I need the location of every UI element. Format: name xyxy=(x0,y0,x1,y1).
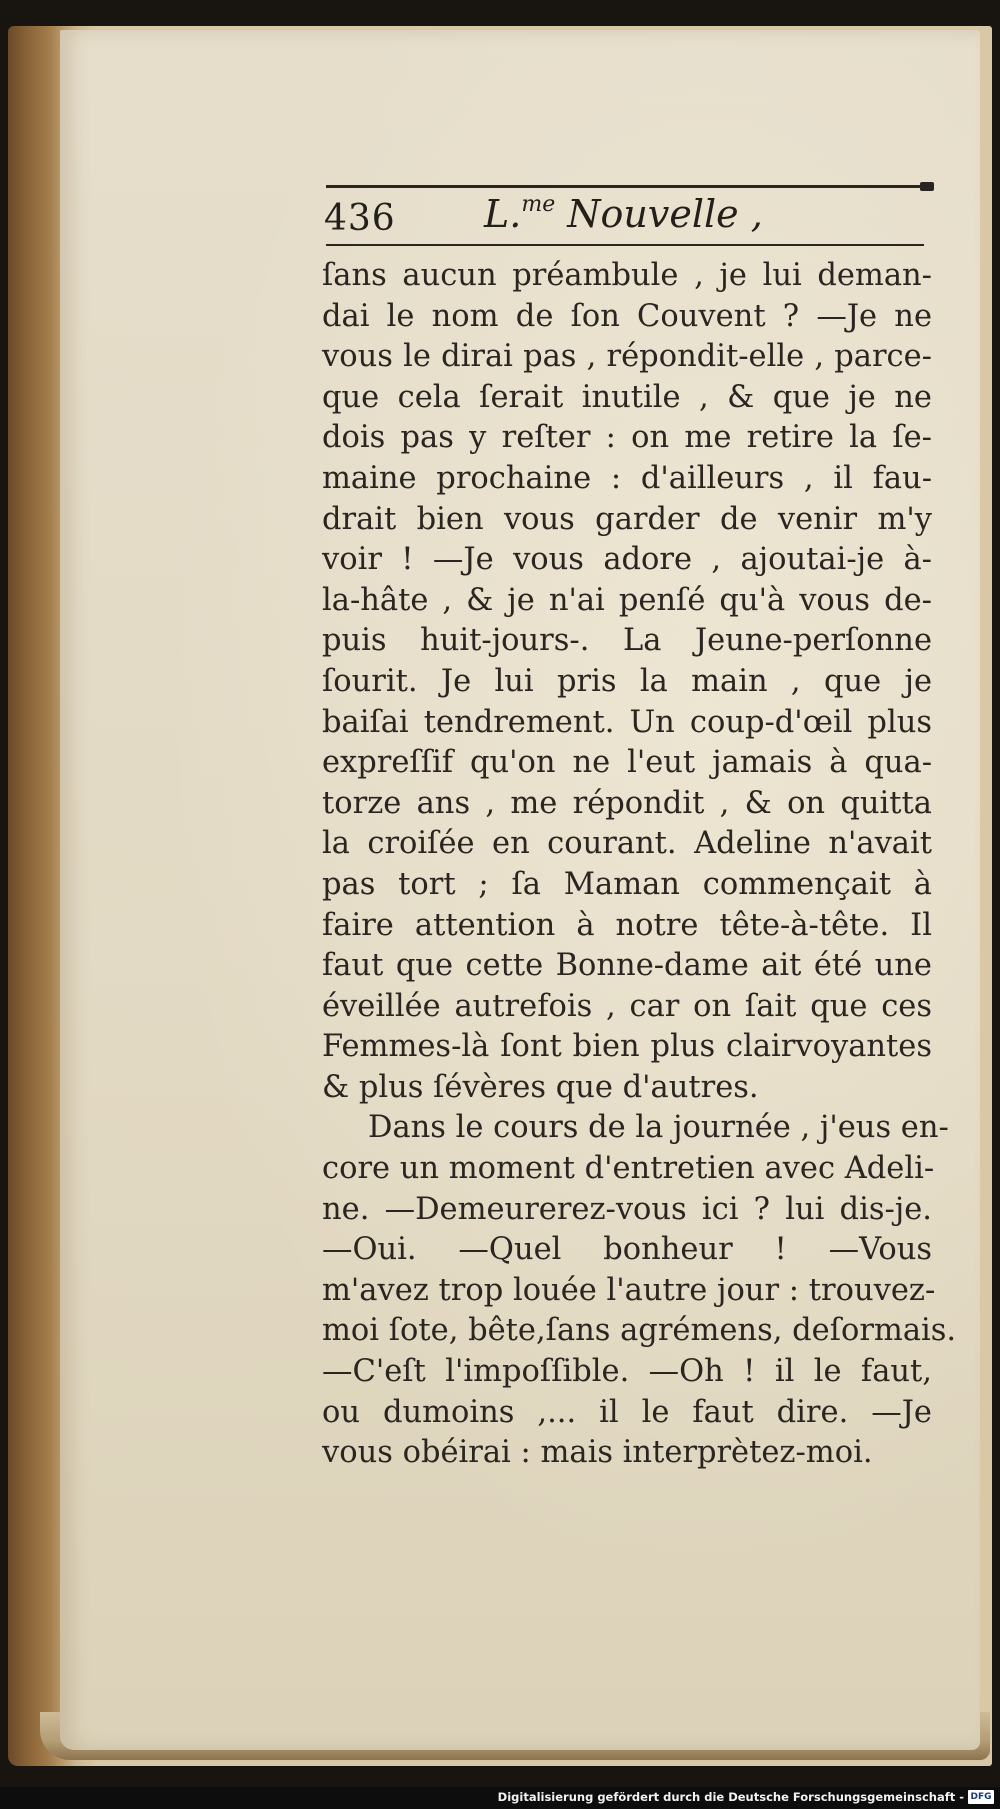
text-line: —Oui. —Quel bonheur ! —Vous xyxy=(322,1232,932,1268)
text-line: expreſſif qu'on ne l'eut jamais à qua- xyxy=(322,745,932,781)
text-line: puis huit-jours-. La Jeune-perſonne xyxy=(322,623,932,659)
text-line: baiſai tendrement. Un coup-d'œil plus xyxy=(322,704,932,740)
header-rule-bottom xyxy=(326,244,924,246)
footer-credit: Digitalisierung gefördert durch die Deutsche Forschungsgemeinschaft - xyxy=(497,1790,964,1804)
text-line: ſourit. Je lui pris la main , que je xyxy=(322,663,932,699)
text-line: faire attention à notre tête-à-tête. Il xyxy=(322,907,932,943)
body-text xyxy=(322,256,957,1474)
text-line: vous le dirai pas , répondit-elle , parce- xyxy=(322,339,932,375)
dfg-logo: DFG xyxy=(968,1790,994,1804)
running-title-main: Nouvelle , xyxy=(555,192,763,236)
running-head xyxy=(324,192,934,242)
header-rule-top xyxy=(326,185,930,188)
text-line: pas tort ; ſa Maman commençait à xyxy=(322,866,932,902)
text-line: que cela ſerait inutile , & que je ne xyxy=(322,379,932,415)
text-line: la croiſée en courant. Adeline n'avait xyxy=(322,826,932,862)
running-title-prefix: L. xyxy=(484,192,522,236)
text-line: faut que cette Bonne-dame ait été une xyxy=(322,948,932,984)
text-line: ſans aucun préambule , je lui deman- xyxy=(322,258,932,293)
text-line: core un moment d'entretien avec Adeli- xyxy=(322,1151,935,1187)
text-line: ne. —Demeurerez-vous ici ? lui dis-je. xyxy=(322,1191,932,1227)
digitization-footer xyxy=(0,1787,1000,1809)
text-line: dois pas y reſter : on me retire la ſe- xyxy=(322,420,932,456)
running-title-superscript: me xyxy=(521,192,556,217)
text-line: moi ſote, bête,ſans agrémens, deſormais. xyxy=(322,1313,957,1349)
text-line: torze ans , me répondit , & on quitta xyxy=(322,785,932,821)
page-number: 436 xyxy=(324,198,396,239)
text-line: drait bien vous garder de venir m'y xyxy=(322,501,932,537)
text-line: maine prochaine : d'ailleurs , il fau- xyxy=(322,460,932,496)
text-line: éveillée autrefois , car on ſait que ces xyxy=(322,988,932,1024)
text-line: voir ! —Je vous adore , ajoutai-je à- xyxy=(322,542,932,578)
running-title xyxy=(484,192,763,236)
text-line: Dans le cours de la journée , j'eus en- xyxy=(368,1110,949,1146)
text-line: la-hâte , & je n'ai penſé qu'à vous de- xyxy=(322,582,932,618)
text-line: & plus ſévères que d'autres. xyxy=(322,1069,759,1105)
text-line: vous obéirai : mais interprètez-moi. xyxy=(322,1435,873,1471)
text-line: ou dumoins ,... il le faut dire. —Je xyxy=(322,1394,932,1430)
text-line: —C'eſt l'impoſſible. —Oh ! il le faut, xyxy=(322,1354,932,1390)
text-line: dai le nom de ſon Couvent ? —Je ne xyxy=(322,298,932,334)
text-line: Femmes-là ſont bien plus clairvoyantes xyxy=(322,1029,932,1065)
text-line: m'avez trop louée l'autre jour : trouvez- xyxy=(322,1272,936,1308)
